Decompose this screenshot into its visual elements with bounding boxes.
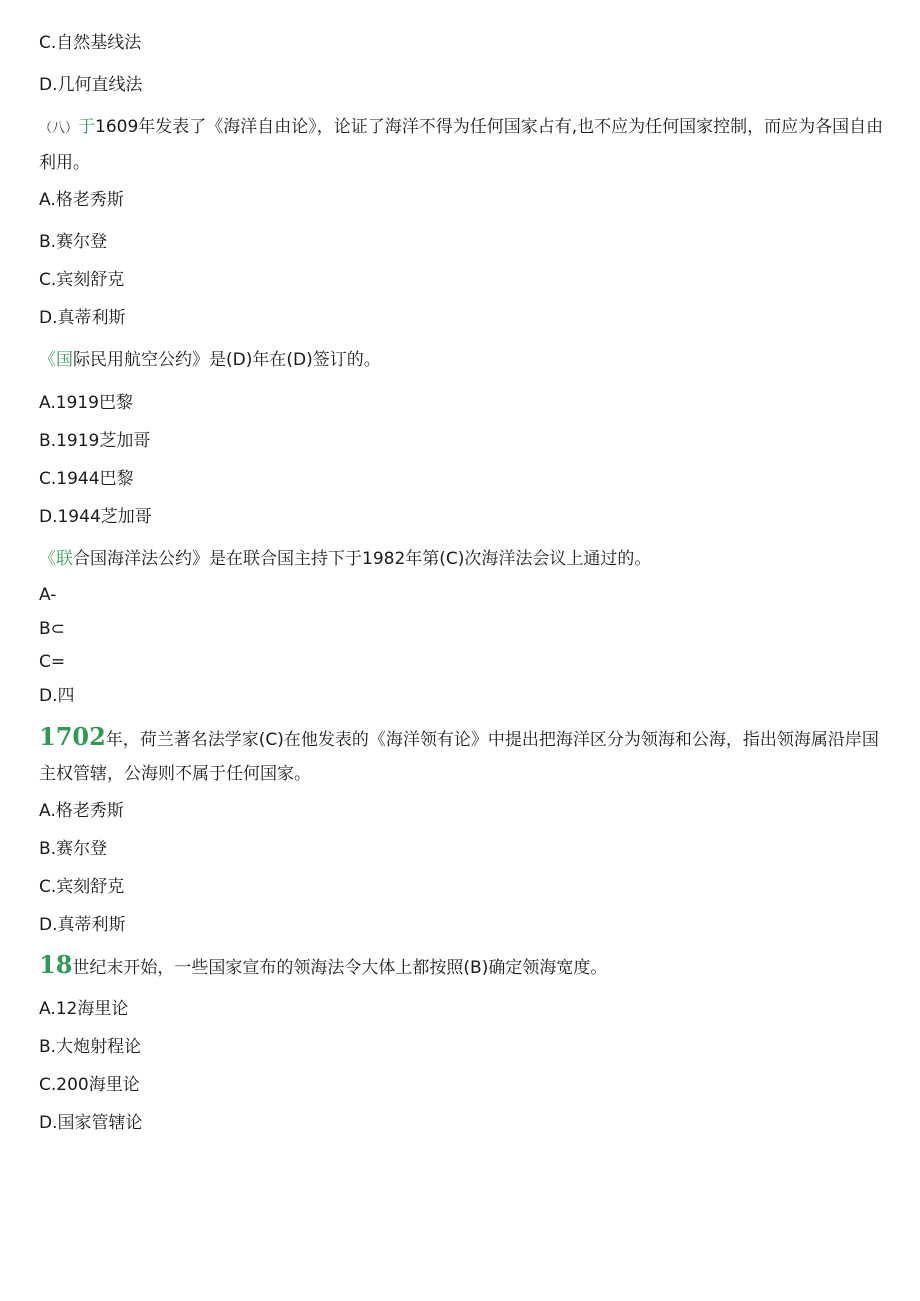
option-text: D.几何直线法 xyxy=(39,75,143,95)
question-2 xyxy=(39,348,381,372)
option-d: D.真蒂利斯 xyxy=(39,915,126,935)
option-c: C.200海里论 xyxy=(39,1075,140,1095)
question-text: 1609年发表了《海洋自由论》，论证了海洋不得为任何国家占有,也不应为任何国家控制，而应为各国自由利用。 xyxy=(39,117,884,173)
question-lead: 《联 xyxy=(39,549,73,569)
option-b: B.赛尔登 xyxy=(39,839,108,859)
option-a: A.12海里论 xyxy=(39,999,129,1019)
question-number: （八） xyxy=(39,121,79,136)
question-text: 世纪末开始，一些国家宣布的领海法令大体上都按照(B)确定领海宽度。 xyxy=(72,958,608,978)
option-text: C.自然基线法 xyxy=(39,33,142,53)
option-b: B.赛尔登 xyxy=(39,232,108,252)
question-3 xyxy=(39,547,651,571)
option-c: C.宾刻舒克 xyxy=(39,270,125,290)
question-lead: 于 xyxy=(78,117,96,137)
option-d: D.1944芝加哥 xyxy=(39,507,152,527)
option-a: A.格老秀斯 xyxy=(39,190,124,210)
option-a: A.1919巴黎 xyxy=(39,393,133,413)
question-lead: 18 xyxy=(39,950,73,979)
question-4 xyxy=(39,720,884,791)
question-1 xyxy=(39,110,884,180)
option-d: D.四 xyxy=(39,686,75,706)
question-text: 年，荷兰著名法学家(C)在他发表的《海洋领有论》中提出把海洋区分为领海和公海，指出领海属沿岸国主权管辖，公海则不属于任何国家。 xyxy=(39,730,879,784)
option-b: B.1919芝加哥 xyxy=(39,431,151,451)
question-text: 合国海洋法公约》是在联合国主持下于1982年第(C)次海洋法会议上通过的。 xyxy=(73,549,652,569)
option-a: A- xyxy=(39,585,57,605)
question-lead: 《国 xyxy=(39,350,73,370)
option-c: C.1944巴黎 xyxy=(39,469,134,489)
option-b: B⊂ xyxy=(39,619,65,639)
option-c: C.宾刻舒克 xyxy=(39,877,125,897)
question-text: 际民用航空公约》是(D)年在(D)签订的。 xyxy=(73,350,381,370)
question-lead: 1702 xyxy=(39,722,106,751)
option-a: A.格老秀斯 xyxy=(39,801,124,821)
option-b: B.大炮射程论 xyxy=(39,1037,142,1057)
option-d: D.真蒂利斯 xyxy=(39,308,126,328)
question-5 xyxy=(39,950,608,980)
option-c: C= xyxy=(39,652,66,672)
option-d: D.国家管辖论 xyxy=(39,1113,143,1133)
